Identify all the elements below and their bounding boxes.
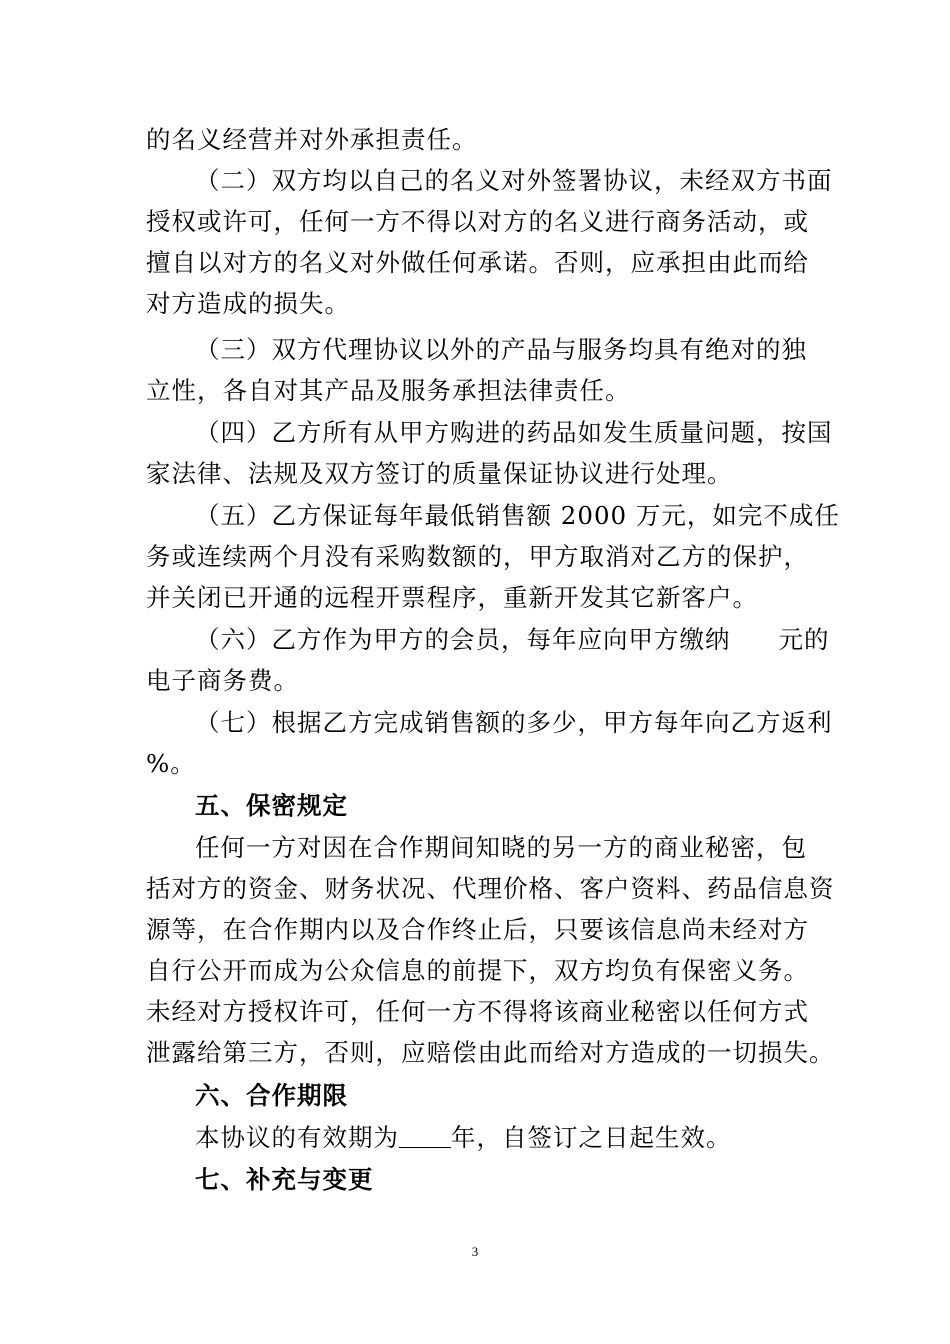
section-5-line-5: 未经对方授权许可，任何一方不得将该商业秘密以任何方式 <box>146 997 809 1026</box>
clause-7-line-2: %。 <box>146 749 196 778</box>
clause-4-line-1: （四）乙方所有从甲方购进的药品如发生质量问题，按国 <box>195 418 833 447</box>
section-5-line-1: 任何一方对因在合作期间知晓的另一方的商业秘密，包 <box>195 833 807 862</box>
clause-6-text: （六）乙方作为甲方的会员，每年应向甲方缴纳 <box>195 625 731 654</box>
clause-5-line-1: （五）乙方保证每年最低销售额 2000 万元，如完不成任 <box>195 501 840 530</box>
validity-text-end: 年，自签订之日起生效。 <box>451 1123 732 1152</box>
section-5-line-6: 泄露给第三方，否则，应赔偿由此而给对方造成的一切损失。 <box>146 1038 835 1067</box>
clause-3-line-2: 立性，各自对其产品及服务承担法律责任。 <box>146 376 631 405</box>
paragraph-line: 的名义经营并对外承担责任。 <box>146 125 478 154</box>
clause-2-line-2: 授权或许可，任何一方不得以对方的名义进行商务活动，或 <box>146 207 809 236</box>
clause-6-line-1 <box>195 620 830 660</box>
clause-3-line-1: （三）双方代理协议以外的产品与服务均具有绝对的独 <box>195 335 807 364</box>
clause-2-line-4: 对方造成的损失。 <box>146 289 350 318</box>
clause-6-line-2: 电子商务费。 <box>146 666 299 695</box>
validity-text: 本协议的有效期为 <box>195 1123 399 1152</box>
clause-5-line-2: 务或连续两个月没有采购数额的，甲方取消对乙方的保护， <box>146 542 809 571</box>
section-6-heading: 六、合作期限 <box>195 1081 348 1110</box>
clause-2-line-3: 擅自以对方的名义对外做任何承诺。否则，应承担由此而给 <box>146 248 809 277</box>
section-7-heading: 七、补充与变更 <box>195 1165 374 1194</box>
clause-7-line-1: （七）根据乙方完成销售额的多少，甲方每年向乙方返利 <box>195 708 833 737</box>
clause-5-line-3: 并关闭已开通的远程开票程序，重新开发其它新客户。 <box>146 583 758 612</box>
section-6-line-1 <box>195 1118 806 1158</box>
section-5-line-3: 源等，在合作期内以及合作终止后，只要该信息尚未经对方 <box>146 915 809 944</box>
section-5-heading: 五、保密规定 <box>195 791 348 820</box>
clause-4-line-2: 家法律、法规及双方签订的质量保证协议进行处理。 <box>146 459 733 488</box>
section-5-line-4: 自行公开而成为公众信息的前提下，双方均负有保密义务。 <box>146 956 809 985</box>
clause-2-line-1: （二）双方均以自己的名义对外签署协议，未经双方书面 <box>195 166 833 195</box>
section-5-line-2: 括对方的资金、财务状况、代理价格、客户资料、药品信息资 <box>146 874 835 903</box>
validity-years-blank <box>399 1123 451 1148</box>
page-number: 3 <box>471 1244 479 1259</box>
clause-6-unit: 元的 <box>778 625 830 654</box>
